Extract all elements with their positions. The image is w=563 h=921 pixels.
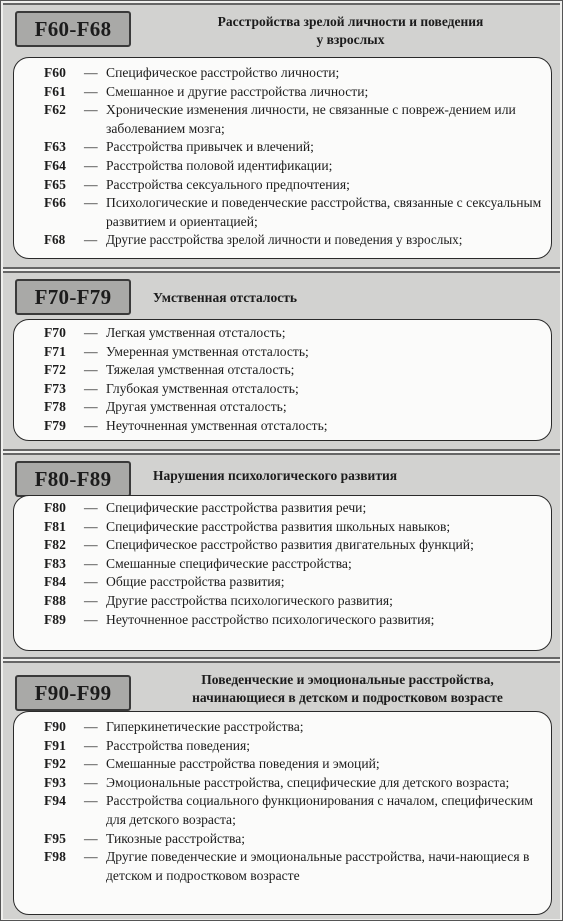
item-text: Гиперкинетические расстройства; (106, 719, 304, 734)
item-code: F71 (44, 343, 66, 359)
list-item (14, 848, 551, 885)
item-code: F93 (44, 774, 66, 790)
list-item (14, 157, 551, 176)
item-dash: — (84, 102, 98, 118)
section-title (153, 467, 552, 485)
item-text: Расстройства привычек и влечений; (106, 139, 314, 155)
item-code: F73 (44, 380, 66, 396)
item-code: F81 (44, 518, 66, 534)
item-text: Специфическое расстройство личности; (106, 65, 340, 80)
list-item (14, 792, 551, 829)
item-code: F88 (44, 592, 66, 608)
section-title (153, 289, 552, 307)
section-code: F80-F89 (15, 461, 131, 497)
list-item (14, 380, 551, 399)
item-code: F60 (44, 65, 66, 80)
item-code: F83 (44, 555, 66, 571)
item-text: Расстройства поведения; (106, 737, 251, 753)
item-dash: — (84, 232, 98, 248)
list-item (14, 755, 551, 774)
section-title-line: начинающиеся в детском и подростковом возрасте (192, 690, 503, 705)
section-f80-f89 (3, 453, 560, 659)
section-items-box (13, 319, 552, 441)
item-text: Смешанные расстройства поведения и эмоций; (106, 756, 380, 772)
list-item (14, 499, 551, 518)
item-code: F63 (44, 139, 66, 155)
item-dash: — (84, 417, 98, 433)
item-code: F61 (44, 83, 66, 99)
item-code: F90 (44, 719, 66, 734)
item-dash: — (84, 362, 98, 378)
list-item (14, 231, 551, 250)
section-f60-f68 (3, 3, 560, 269)
item-text: Умеренная умственная отсталость; (106, 343, 309, 359)
item-text: Специфические расстройства развития речи; (106, 500, 367, 515)
item-code: F66 (44, 195, 66, 211)
item-code: F78 (44, 399, 66, 415)
item-text: Психологические и поведенческие расстройства, связанные с сексуальным развитием и ориентацией; (106, 195, 542, 229)
item-text: Расстройства социального функционирования с началом, специфическим для детского возраста; (106, 793, 534, 827)
item-dash: — (84, 555, 98, 571)
section-f90-f99 (3, 661, 560, 919)
item-dash: — (84, 574, 98, 590)
list-item (14, 518, 551, 537)
list-item (14, 774, 551, 793)
item-code: F79 (44, 417, 66, 433)
item-dash: — (84, 830, 98, 846)
section-items-box (13, 495, 552, 651)
item-dash: — (84, 592, 98, 608)
item-dash: — (84, 343, 98, 359)
item-text: Смешанное и другие расстройства личности; (106, 83, 369, 99)
list-item (14, 398, 551, 417)
section-items-box (13, 57, 552, 259)
list-item (14, 611, 551, 630)
item-dash: — (84, 500, 98, 515)
section-title-line: Нарушения психологического развития (153, 468, 398, 483)
list-item (14, 83, 551, 102)
item-code: F98 (44, 849, 66, 865)
item-dash: — (84, 380, 98, 396)
item-dash: — (84, 719, 98, 734)
item-code: F62 (44, 102, 66, 118)
list-item (14, 718, 551, 737)
item-code: F68 (44, 232, 66, 248)
list-item (14, 343, 551, 362)
item-code: F94 (44, 793, 66, 809)
list-item (14, 737, 551, 756)
item-text: Другая умственная отсталость; (106, 399, 287, 415)
section-code: F90-F99 (15, 675, 131, 711)
item-text: Смешанные специфические расстройства; (106, 555, 352, 571)
section-items-box (13, 711, 552, 915)
item-dash: — (84, 537, 98, 553)
section-title (143, 671, 552, 707)
section-title-line: Расстройства зрелой личности и поведения (217, 14, 484, 29)
item-dash: — (84, 65, 98, 80)
section-code: F70-F79 (15, 279, 131, 315)
item-text: Хронические изменения личности, не связанные с повреж-дением или заболеванием мозга; (106, 102, 516, 136)
item-text: Глубокая умственная отсталость; (106, 380, 299, 396)
item-code: F82 (44, 537, 66, 553)
item-dash: — (84, 849, 98, 865)
section-title-line: Умственная отсталость (153, 290, 297, 305)
item-text: Эмоциональные расстройства, специфические для детского возраста; (106, 774, 510, 790)
item-code: F65 (44, 176, 66, 192)
item-text: Расстройства сексуального предпочтения; (106, 176, 350, 192)
list-item (14, 536, 551, 555)
list-item (14, 555, 551, 574)
item-code: F72 (44, 362, 66, 378)
item-dash: — (84, 774, 98, 790)
list-item (14, 138, 551, 157)
item-code: F70 (44, 325, 66, 340)
item-text: Расстройства половой идентификации; (106, 157, 333, 173)
list-item (14, 361, 551, 380)
item-dash: — (84, 157, 98, 173)
item-code: F91 (44, 737, 66, 753)
item-text: Тяжелая умственная отсталость; (106, 362, 295, 378)
section-title (149, 13, 552, 49)
item-dash: — (84, 737, 98, 753)
item-dash: — (84, 793, 98, 809)
item-dash: — (84, 83, 98, 99)
item-text: Легкая умственная отсталость; (106, 325, 286, 340)
item-code: F84 (44, 574, 66, 590)
item-dash: — (84, 518, 98, 534)
section-title-line: у взрослых (316, 32, 385, 47)
item-code: F64 (44, 157, 66, 173)
list-item (14, 573, 551, 592)
item-text: Специфическое расстройство развития двигательных функций; (106, 537, 474, 553)
list-item (14, 830, 551, 849)
list-item (14, 194, 551, 231)
section-title-line: Поведенческие и эмоциональные расстройства, (201, 672, 494, 687)
section-code: F60-F68 (15, 11, 131, 47)
list-item (14, 176, 551, 195)
item-text: Тикозные расстройства; (106, 830, 246, 846)
item-code: F95 (44, 830, 66, 846)
item-code: F89 (44, 611, 66, 627)
list-item (14, 592, 551, 611)
item-text: Другие поведенческие и эмоциональные расстройства, начи-нающиеся в детском и подростковом возрасте (106, 849, 530, 883)
item-dash: — (84, 325, 98, 340)
item-text: Общие расстройства развития; (106, 574, 285, 590)
item-dash: — (84, 756, 98, 772)
item-text: Неуточненное расстройство психологического развития; (106, 611, 435, 627)
item-text: Другие расстройства психологического развития; (106, 592, 393, 608)
item-code: F92 (44, 756, 66, 772)
section-f70-f79 (3, 271, 560, 451)
item-dash: — (84, 611, 98, 627)
item-dash: — (84, 195, 98, 211)
item-dash: — (84, 176, 98, 192)
list-item (14, 417, 551, 436)
list-item (14, 101, 551, 138)
list-item (14, 324, 551, 343)
list-item (14, 64, 551, 83)
item-dash: — (84, 139, 98, 155)
item-text: Другие расстройства зрелой личности и поведения у взрослых; (106, 232, 463, 248)
item-dash: — (84, 399, 98, 415)
item-text: Неуточненная умственная отсталость; (106, 417, 328, 433)
item-text: Специфические расстройства развития школьных навыков; (106, 518, 451, 534)
item-code: F80 (44, 500, 66, 515)
